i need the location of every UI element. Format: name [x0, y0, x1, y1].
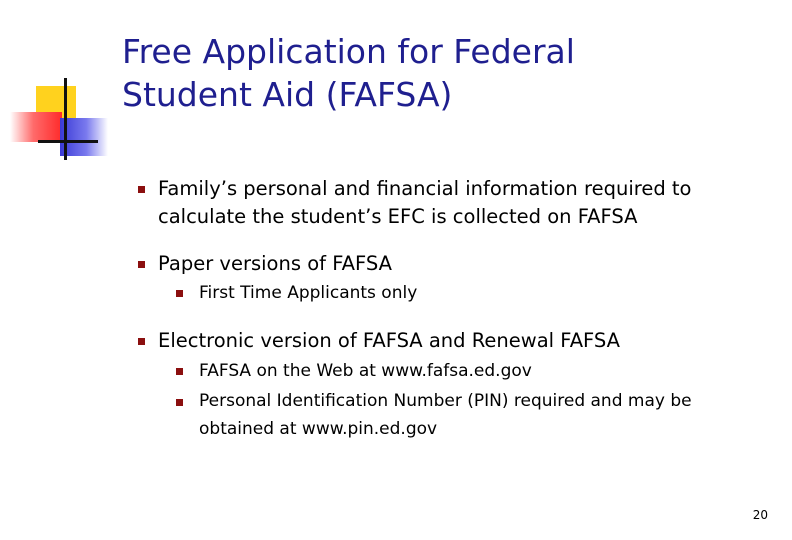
bullet-item-family-info: [158, 175, 758, 231]
sub-bullet-item-fafsa-web: [199, 356, 759, 387]
sub-bullet-text-line: FAFSA on the Web at www.fafsa.ed.gov: [199, 361, 532, 381]
slide-title: [122, 30, 742, 116]
bullet-text-line: calculate the student’s EFC is collected on FAFSA: [158, 205, 638, 228]
bullet-square-icon: [138, 338, 145, 345]
sub-bullet-text-line: Personal Identification Number (PIN) required and may be: [199, 391, 692, 411]
bullet-item-electronic-version: [158, 327, 758, 355]
logo-decoration-icon: [0, 0, 120, 170]
bullet-text-line: Family’s personal and financial information required to: [158, 177, 692, 200]
page-number: 20: [752, 508, 768, 522]
bullet-text-line: Paper versions of FAFSA: [158, 252, 392, 275]
sub-bullet-item-pin: [199, 387, 759, 443]
sub-bullet-text-line: First Time Applicants only: [199, 283, 418, 303]
sub-bullet-square-icon: [176, 368, 183, 375]
bullet-square-icon: [138, 186, 145, 193]
bullet-item-paper-versions: [158, 250, 758, 278]
bullet-text-line: Electronic version of FAFSA and Renewal FAFSA: [158, 329, 620, 352]
bullet-square-icon: [138, 261, 145, 268]
sub-bullet-square-icon: [176, 399, 183, 406]
sub-bullet-text-line: obtained at www.pin.ed.gov: [199, 419, 438, 439]
slide-title-line-1: Free Application for Federal: [122, 32, 575, 71]
red-square-icon: [10, 112, 62, 142]
sub-bullet-item-first-time: [199, 278, 759, 309]
vertical-line-icon: [64, 78, 67, 160]
horizontal-line-icon: [38, 140, 98, 143]
slide-title-line-2: Student Aid (FAFSA): [122, 75, 453, 114]
blue-square-icon: [60, 118, 108, 156]
sub-bullet-square-icon: [176, 290, 183, 297]
